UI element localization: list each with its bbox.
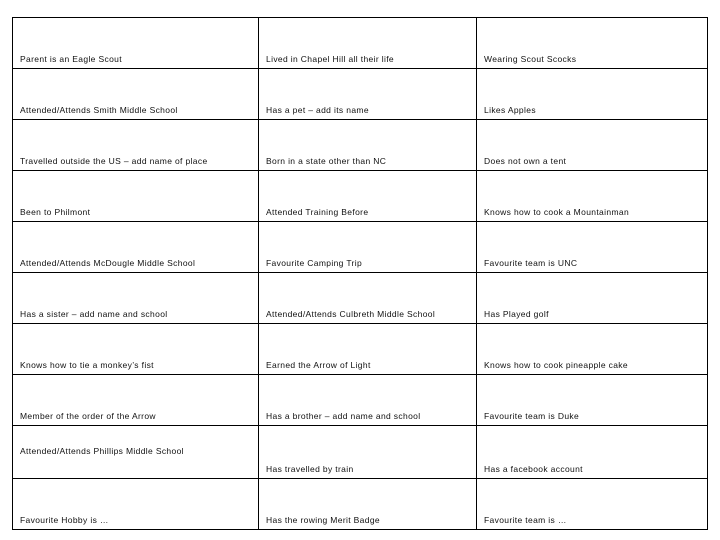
grid-cell: Has a facebook account [477, 426, 708, 479]
grid-cell: Has a pet – add its name [259, 69, 477, 120]
grid-body [13, 18, 708, 530]
grid-row [13, 479, 708, 530]
grid-cell: Has the rowing Merit Badge [259, 479, 477, 530]
grid-row [13, 222, 708, 273]
grid-cell: Favourite team is … [477, 479, 708, 530]
grid-cell: Favourite team is UNC [477, 222, 708, 273]
grid-cell: Has travelled by train [259, 426, 477, 479]
grid-row [13, 324, 708, 375]
bingo-grid [12, 17, 708, 530]
grid-cell: Knows how to cook a Mountainman [477, 171, 708, 222]
grid-cell: Has a brother – add name and school [259, 375, 477, 426]
grid-cell: Favourite team is Duke [477, 375, 708, 426]
grid-cell: Likes Apples [477, 69, 708, 120]
grid-row [13, 18, 708, 69]
grid-row [13, 426, 708, 479]
grid-cell: Born in a state other than NC [259, 120, 477, 171]
grid-cell: Wearing Scout Scocks [477, 18, 708, 69]
grid-row [13, 375, 708, 426]
grid-row [13, 69, 708, 120]
grid-cell: Knows how to cook pineapple cake [477, 324, 708, 375]
grid-row [13, 120, 708, 171]
grid-row [13, 273, 708, 324]
grid-cell: Travelled outside the US – add name of place [13, 120, 259, 171]
grid-cell: Parent is an Eagle Scout [13, 18, 259, 69]
grid-cell: Does not own a tent [477, 120, 708, 171]
grid-cell: Attended Training Before [259, 171, 477, 222]
grid-cell: Knows how to tie a monkey’s fist [13, 324, 259, 375]
grid-cell: Attended/Attends McDougle Middle School [13, 222, 259, 273]
grid-cell: Attended/Attends Phillips Middle School [13, 426, 259, 479]
grid-row [13, 171, 708, 222]
grid-cell: Earned the Arrow of Light [259, 324, 477, 375]
grid-cell: Favourite Camping Trip [259, 222, 477, 273]
grid-cell: Attended/Attends Smith Middle School [13, 69, 259, 120]
grid-cell: Has Played golf [477, 273, 708, 324]
grid-cell: Favourite Hobby is … [13, 479, 259, 530]
grid-cell: Has a sister – add name and school [13, 273, 259, 324]
grid-cell: Lived in Chapel Hill all their life [259, 18, 477, 69]
grid-cell: Attended/Attends Culbreth Middle School [259, 273, 477, 324]
grid-cell: Been to Philmont [13, 171, 259, 222]
grid-cell: Member of the order of the Arrow [13, 375, 259, 426]
